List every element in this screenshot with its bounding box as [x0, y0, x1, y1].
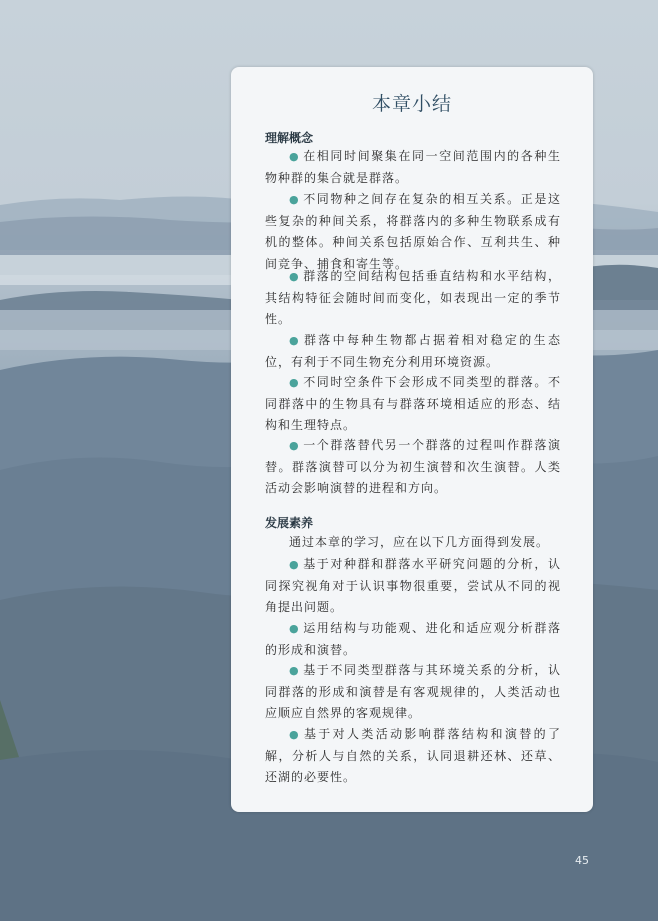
- literacy-item: ● 基于对人类活动影响群落结构和演替的了解，分析人与自然的关系，认同退耕还林、还草、还湖的必要性。: [265, 727, 561, 785]
- concept-item: ● 不同时空条件下会形成不同类型的群落。不同群落中的生物具有与群落环境相适应的形态、结构和生理特点。: [265, 375, 561, 433]
- literacy-item: ● 基于对种群和群落水平研究问题的分析，认同探究视角对于认识事物很重要，尝试从不同的视角提出问题。: [265, 557, 561, 615]
- literacy-intro: 通过本章的学习，应在以下几方面得到发展。: [289, 535, 550, 549]
- bullet-dot-icon: ●: [289, 558, 301, 571]
- bullet-dot-icon: ●: [289, 664, 301, 677]
- section-heading-concepts: 理解概念: [265, 131, 314, 145]
- chapter-summary-card: [231, 67, 593, 812]
- concept-item: ● 群落的空间结构包括垂直结构和水平结构，其结构特征会随时间而变化，如表现出一定的季节性。: [265, 269, 561, 327]
- bullet-dot-icon: ●: [289, 193, 301, 206]
- literacy-item: ● 基于不同类型群落与其环境关系的分析，认同群落的形成和演替是有客观规律的，人类活动也应顺应自然界的客观规律。: [265, 663, 561, 721]
- page-title: 本章小结: [371, 93, 452, 115]
- concept-item: ● 群落中每种生物都占据着相对稳定的生态位，有利于不同生物充分利用环境资源。: [265, 333, 561, 369]
- bullet-dot-icon: ●: [289, 728, 301, 741]
- bullet-dot-icon: ●: [289, 334, 301, 347]
- concept-item: ● 不同物种之间存在复杂的相互关系。正是这些复杂的种间关系，将群落内的多种生物联系成有机的整体。种间关系包括原始合作、互利共生、种间竞争、捕食和寄生等。: [265, 192, 561, 271]
- literacy-item: ● 运用结构与功能观、进化和适应观分析群落的形成和演替。: [265, 621, 561, 657]
- section-heading-literacy: 发展素养: [265, 516, 314, 530]
- bullet-dot-icon: ●: [289, 376, 301, 389]
- concept-item: ● 一个群落替代另一个群落的过程叫作群落演替。群落演替可以分为初生演替和次生演替。人类活动会影响演替的进程和方向。: [265, 438, 561, 496]
- bullet-dot-icon: ●: [289, 150, 301, 163]
- bullet-dot-icon: ●: [289, 439, 301, 452]
- concept-item: ● 在相同时间聚集在同一空间范围内的各种生物种群的集合就是群落。: [265, 149, 561, 185]
- bullet-dot-icon: ●: [289, 622, 301, 635]
- bullet-dot-icon: ●: [289, 270, 301, 283]
- page-number: 45: [575, 854, 589, 867]
